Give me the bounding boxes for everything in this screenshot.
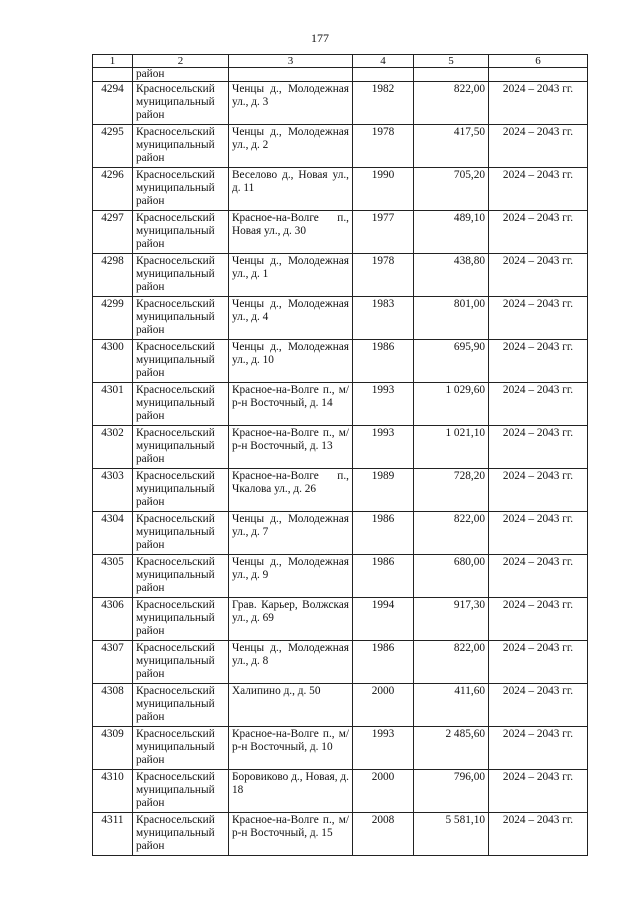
cell-area: 796,00 xyxy=(414,770,489,813)
cell-year: 1990 xyxy=(353,168,414,211)
cell-area: 417,50 xyxy=(414,125,489,168)
table-row xyxy=(93,426,588,469)
cell-period: 2024 – 2043 гг. xyxy=(489,168,588,211)
cell-period xyxy=(489,68,588,82)
cell-district: Красносельский муниципальный район xyxy=(133,297,229,340)
cell-area: 411,60 xyxy=(414,684,489,727)
cell-district: Красносельский муниципальный район xyxy=(133,340,229,383)
cell-year: 1986 xyxy=(353,512,414,555)
cell-number: 4299 xyxy=(93,297,133,340)
cell-address: Ченцы д., Молодежная ул., д. 10 xyxy=(229,340,353,383)
cell-period: 2024 – 2043 гг. xyxy=(489,512,588,555)
cell-number: 4310 xyxy=(93,770,133,813)
table-row xyxy=(93,125,588,168)
cell-number: 4305 xyxy=(93,555,133,598)
table-row xyxy=(93,684,588,727)
cell-year: 1986 xyxy=(353,555,414,598)
cell-number: 4309 xyxy=(93,727,133,770)
cell-period: 2024 – 2043 гг. xyxy=(489,82,588,125)
cell-address: Красное-на-Волге п., м/р-н Восточный, д. 14 xyxy=(229,383,353,426)
housing-registry-table xyxy=(92,54,588,856)
cell-year: 1977 xyxy=(353,211,414,254)
table-row xyxy=(93,813,588,856)
cell-number: 4304 xyxy=(93,512,133,555)
table-row xyxy=(93,641,588,684)
cell-year: 1994 xyxy=(353,598,414,641)
table-row xyxy=(93,340,588,383)
cell-area: 695,90 xyxy=(414,340,489,383)
table-row xyxy=(93,555,588,598)
cell-number: 4303 xyxy=(93,469,133,512)
cell-address: Веселово д., Новая ул., д. 11 xyxy=(229,168,353,211)
cell-period: 2024 – 2043 гг. xyxy=(489,813,588,856)
table-row xyxy=(93,168,588,211)
cell-area: 438,80 xyxy=(414,254,489,297)
cell-address: Красное-на-Волге п., Новая ул., д. 30 xyxy=(229,211,353,254)
column-header: 4 xyxy=(353,55,414,68)
table-row xyxy=(93,254,588,297)
cell-district: Красносельский муниципальный район xyxy=(133,426,229,469)
cell-year: 2008 xyxy=(353,813,414,856)
cell-year: 1993 xyxy=(353,426,414,469)
cell-period: 2024 – 2043 гг. xyxy=(489,598,588,641)
cell-district: Красносельский муниципальный район xyxy=(133,211,229,254)
column-header: 5 xyxy=(414,55,489,68)
cell-address: Ченцы д., Молодежная ул., д. 4 xyxy=(229,297,353,340)
cell-year: 1993 xyxy=(353,383,414,426)
continuation-row xyxy=(93,68,588,82)
cell-address: Ченцы д., Молодежная ул., д. 7 xyxy=(229,512,353,555)
cell-area: 5 581,10 xyxy=(414,813,489,856)
cell-area: 822,00 xyxy=(414,82,489,125)
cell-area: 728,20 xyxy=(414,469,489,512)
cell-address: Красное-на-Волге п., м/р-н Восточный, д. 10 xyxy=(229,727,353,770)
table-row xyxy=(93,383,588,426)
column-header: 1 xyxy=(93,55,133,68)
column-header: 3 xyxy=(229,55,353,68)
column-header: 2 xyxy=(133,55,229,68)
cell-district: Красносельский муниципальный район xyxy=(133,82,229,125)
cell-period: 2024 – 2043 гг. xyxy=(489,684,588,727)
cell-period: 2024 – 2043 гг. xyxy=(489,125,588,168)
cell-area: 680,00 xyxy=(414,555,489,598)
cell-number xyxy=(93,68,133,82)
cell-number: 4307 xyxy=(93,641,133,684)
cell-number: 4295 xyxy=(93,125,133,168)
table-row xyxy=(93,512,588,555)
cell-district: Красносельский муниципальный район xyxy=(133,469,229,512)
cell-year: 1993 xyxy=(353,727,414,770)
cell-area xyxy=(414,68,489,82)
cell-address: Красное-на-Волге п., м/р-н Восточный, д. 13 xyxy=(229,426,353,469)
cell-district: Красносельский муниципальный район xyxy=(133,254,229,297)
cell-number: 4297 xyxy=(93,211,133,254)
cell-area: 917,30 xyxy=(414,598,489,641)
cell-year xyxy=(353,68,414,82)
cell-year: 1983 xyxy=(353,297,414,340)
cell-number: 4311 xyxy=(93,813,133,856)
cell-number: 4294 xyxy=(93,82,133,125)
cell-period: 2024 – 2043 гг. xyxy=(489,469,588,512)
cell-address: Ченцы д., Молодежная ул., д. 3 xyxy=(229,82,353,125)
cell-number: 4306 xyxy=(93,598,133,641)
cell-address: Ченцы д., Молодежная ул., д. 1 xyxy=(229,254,353,297)
cell-number: 4298 xyxy=(93,254,133,297)
page-number: 177 xyxy=(311,31,329,45)
column-header: 6 xyxy=(489,55,588,68)
cell-period: 2024 – 2043 гг. xyxy=(489,297,588,340)
table-row xyxy=(93,598,588,641)
cell-year: 1982 xyxy=(353,82,414,125)
cell-number: 4301 xyxy=(93,383,133,426)
cell-year: 1989 xyxy=(353,469,414,512)
cell-period: 2024 – 2043 гг. xyxy=(489,426,588,469)
table-row xyxy=(93,211,588,254)
cell-address: Ченцы д., Молодежная ул., д. 8 xyxy=(229,641,353,684)
cell-number: 4300 xyxy=(93,340,133,383)
cell-district: Красносельский муниципальный район xyxy=(133,598,229,641)
cell-year: 1978 xyxy=(353,254,414,297)
cell-area: 801,00 xyxy=(414,297,489,340)
cell-address xyxy=(229,68,353,82)
cell-area: 1 029,60 xyxy=(414,383,489,426)
cell-year: 2000 xyxy=(353,770,414,813)
cell-period: 2024 – 2043 гг. xyxy=(489,641,588,684)
cell-period: 2024 – 2043 гг. xyxy=(489,770,588,813)
cell-address: Ченцы д., Молодежная ул., д. 9 xyxy=(229,555,353,598)
cell-number: 4296 xyxy=(93,168,133,211)
cell-area: 2 485,60 xyxy=(414,727,489,770)
cell-number: 4302 xyxy=(93,426,133,469)
cell-district: Красносельский муниципальный район xyxy=(133,770,229,813)
cell-period: 2024 – 2043 гг. xyxy=(489,383,588,426)
cell-period: 2024 – 2043 гг. xyxy=(489,254,588,297)
cell-district: район xyxy=(133,68,229,82)
cell-year: 1986 xyxy=(353,641,414,684)
cell-district: Красносельский муниципальный район xyxy=(133,168,229,211)
table-row xyxy=(93,82,588,125)
cell-district: Красносельский муниципальный район xyxy=(133,383,229,426)
cell-district: Красносельский муниципальный район xyxy=(133,813,229,856)
cell-address: Красное-на-Волге п., Чкалова ул., д. 26 xyxy=(229,469,353,512)
cell-district: Красносельский муниципальный район xyxy=(133,555,229,598)
cell-district: Красносельский муниципальный район xyxy=(133,727,229,770)
cell-period: 2024 – 2043 гг. xyxy=(489,211,588,254)
cell-period: 2024 – 2043 гг. xyxy=(489,340,588,383)
table-row xyxy=(93,727,588,770)
cell-year: 1986 xyxy=(353,340,414,383)
cell-address: Халипино д., д. 50 xyxy=(229,684,353,727)
cell-district: Красносельский муниципальный район xyxy=(133,641,229,684)
cell-period: 2024 – 2043 гг. xyxy=(489,555,588,598)
cell-area: 822,00 xyxy=(414,641,489,684)
cell-area: 705,20 xyxy=(414,168,489,211)
table-row xyxy=(93,297,588,340)
table-row xyxy=(93,469,588,512)
cell-area: 822,00 xyxy=(414,512,489,555)
cell-number: 4308 xyxy=(93,684,133,727)
cell-area: 1 021,10 xyxy=(414,426,489,469)
cell-district: Красносельский муниципальный район xyxy=(133,125,229,168)
cell-year: 2000 xyxy=(353,684,414,727)
cell-address: Грав. Карьер, Волжская ул., д. 69 xyxy=(229,598,353,641)
cell-address: Ченцы д., Молодежная ул., д. 2 xyxy=(229,125,353,168)
cell-area: 489,10 xyxy=(414,211,489,254)
header-row xyxy=(93,55,588,68)
cell-address: Красное-на-Волге п., м/р-н Восточный, д. 15 xyxy=(229,813,353,856)
cell-period: 2024 – 2043 гг. xyxy=(489,727,588,770)
cell-district: Красносельский муниципальный район xyxy=(133,684,229,727)
cell-address: Боровиково д., Новая, д. 18 xyxy=(229,770,353,813)
table-row xyxy=(93,770,588,813)
cell-year: 1978 xyxy=(353,125,414,168)
cell-district: Красносельский муниципальный район xyxy=(133,512,229,555)
